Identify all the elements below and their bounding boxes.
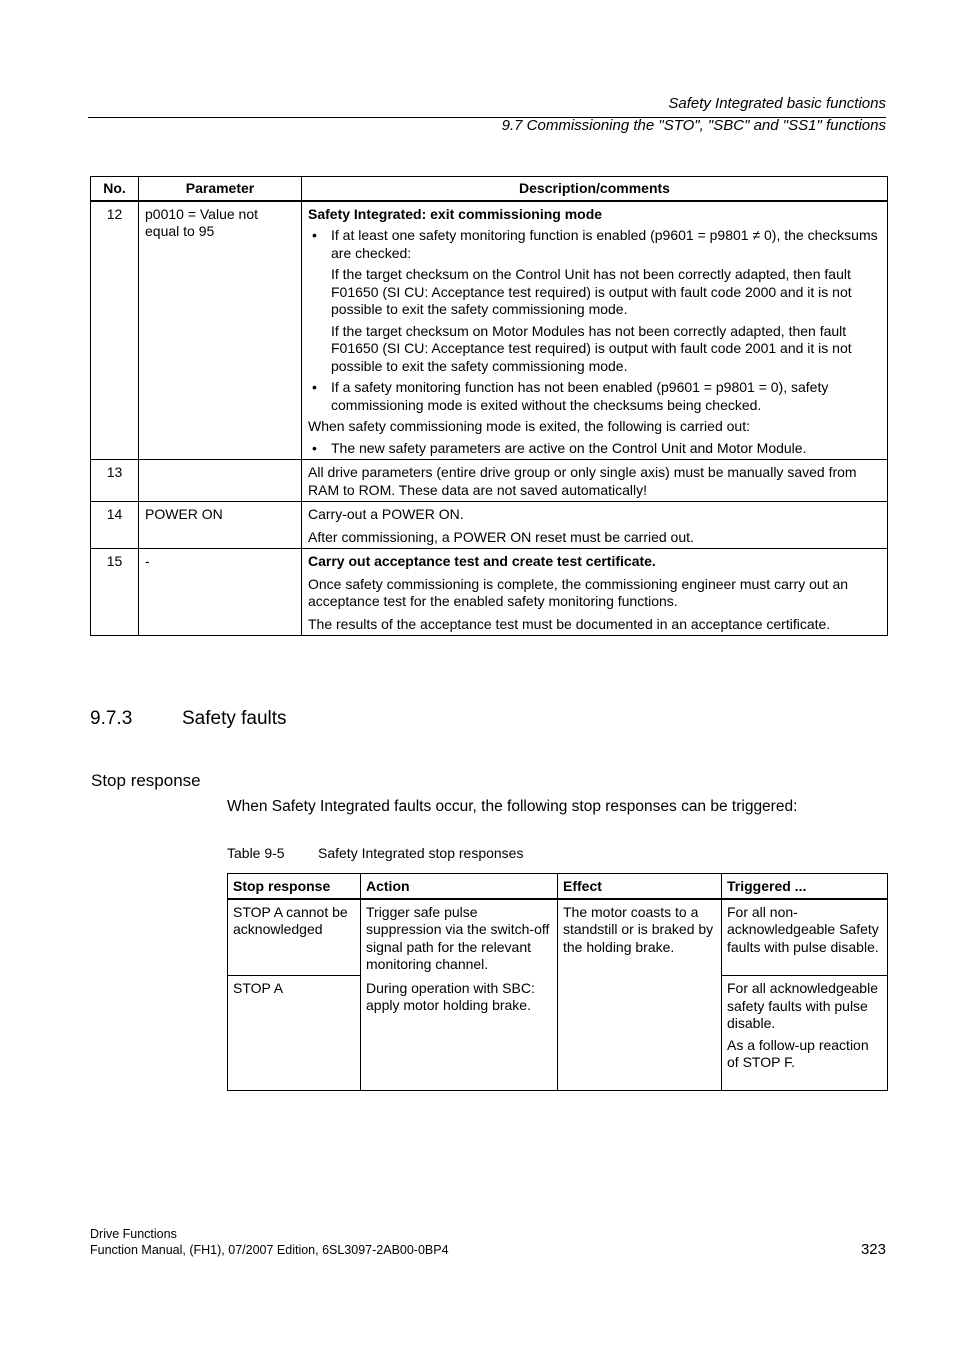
step-description	[302, 549, 888, 636]
step-number: 14	[91, 502, 139, 549]
stop-response-cell: STOP A	[228, 976, 361, 1091]
paragraph: All drive parameters (entire drive group or only single axis) must be manually saved from RAM to ROM. These data are not saved automatically!	[308, 464, 857, 498]
step-number: 12	[91, 201, 139, 460]
page-number: 323	[860, 1241, 886, 1258]
column-header-parameter: Parameter	[139, 177, 302, 201]
paragraph: As a follow-up reaction of STOP F.	[727, 1036, 869, 1070]
footer-title: Drive Functions	[90, 1227, 177, 1241]
table-row	[91, 549, 888, 636]
step-number: 13	[91, 460, 139, 502]
column-header-description: Description/comments	[302, 177, 888, 201]
running-header-chapter: Safety Integrated basic functions	[668, 95, 886, 112]
step-description	[302, 201, 888, 460]
running-header-section: 9.7 Commissioning the "STO", "SBC" and "SS1" functions	[501, 117, 886, 134]
section-title: Safety faults	[182, 708, 287, 729]
table-row	[91, 460, 888, 502]
header-rule	[88, 117, 886, 118]
table-header-row	[228, 874, 888, 899]
paragraph: The results of the acceptance test must be documented in an acceptance certificate.	[308, 615, 831, 632]
column-header-effect: Effect	[558, 874, 722, 899]
step-title: Carry out acceptance test and create test certificate.	[308, 553, 656, 569]
step-parameter: POWER ON	[139, 502, 302, 549]
paragraph: For all acknowledgeable safety faults with pulse disable.	[727, 980, 878, 1031]
column-header-no: No.	[91, 177, 139, 201]
indented-paragraph: If the target checksum on Motor Modules has not been correctly adapted, then fault F01650 (SI CU: Acceptance test required) is output with fault code 2001 and it is not possible to exit the safety commissioning mode.	[331, 322, 852, 374]
table-row	[91, 201, 888, 460]
triggered-cell: For all non-acknowledgeable Safety faults with pulse disable.	[722, 899, 888, 976]
table-row	[91, 502, 888, 549]
step-parameter: -	[139, 549, 302, 636]
action-cell: Trigger safe pulse suppression via the switch-off signal path for the relevant monitoring channel.	[361, 899, 558, 976]
paragraph: Carry-out a POWER ON.	[308, 506, 464, 522]
paragraph: Once safety commissioning is complete, the commissioning engineer must carry out an acceptance test for the enabled safety monitoring functions.	[308, 575, 849, 609]
table-header-row	[91, 177, 888, 201]
step-number: 15	[91, 549, 139, 636]
step-title: Safety Integrated: exit commissioning mode	[308, 205, 603, 222]
step-description	[302, 502, 888, 549]
bullet-item: • If at least one safety monitoring function is enabled (p9601 = p9801 ≠ 0), the checksums are checked:	[308, 227, 881, 262]
table-caption-number: Table 9-5	[227, 845, 285, 861]
column-header-stop-response: Stop response	[228, 874, 361, 899]
column-header-triggered: Triggered ...	[722, 874, 888, 899]
triggered-cell	[722, 976, 888, 1091]
footer-edition: Function Manual, (FH1), 07/2007 Edition, 6SL3097-2AB00-0BP4	[90, 1243, 449, 1257]
subheading: Stop response	[91, 771, 201, 790]
stop-responses-table	[227, 873, 888, 1091]
step-description	[302, 460, 888, 502]
bullet-item: • If a safety monitoring function has not been enabled (p9601 = p9801 = 0), safety commissioning mode is exited without the checksums being checked.	[308, 379, 881, 414]
stop-response-cell: STOP A cannot be acknowledged	[228, 899, 361, 976]
paragraph: After commissioning, a POWER ON reset must be carried out.	[308, 528, 694, 545]
table-caption-title: Safety Integrated stop responses	[318, 845, 524, 861]
paragraph: When safety commissioning mode is exited, the following is carried out:	[308, 418, 750, 434]
bullet-item: • The new safety parameters are active on the Control Unit and Motor Module.	[308, 440, 881, 458]
column-header-action: Action	[361, 874, 558, 899]
commissioning-steps-table	[90, 176, 888, 636]
step-parameter: p0010 = Value not equal to 95	[139, 201, 302, 460]
intro-paragraph: When Safety Integrated faults occur, the following stop responses can be triggered:	[227, 798, 798, 815]
indented-paragraph: If the target checksum on the Control Unit has not been correctly adapted, then fault F01650 (SI CU: Acceptance test required) is output with fault code 2000 and it is not possible to exit the safety commissioning mode.	[331, 266, 852, 317]
step-parameter	[139, 460, 302, 502]
action-cell: During operation with SBC: apply motor holding brake.	[361, 976, 558, 1091]
section-number: 9.7.3	[90, 708, 133, 729]
effect-cell: The motor coasts to a standstill or is braked by the holding brake.	[558, 899, 722, 1091]
table-row	[228, 899, 888, 976]
